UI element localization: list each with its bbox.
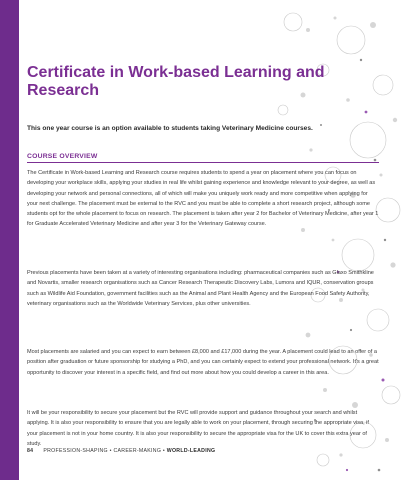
- body-paragraph: The Certificate in Work-based Learning and Research course requires students to spend a year on placement where you can focus on developing your workplace skills, applying your studies in real life whilst gaining experience and knowledge relevant to your degree, as well as developing your network and personal connections, all of which will make you uniquely work ready and more competitive when applying for your next challenge. The placement must be external to the RVC and you must be able to complete a short research project, although some students opt for the whole placement to focus on research. The placement is taken after year 2 for Bachelor of Veterinary Medicine, after year 1 for Graduate Accelerated Veterinary Medicine and after year 3 for the Veterinary Gateway course.: [27, 170, 379, 228]
- page-title: Certificate in Work-based Learning and Research: [27, 64, 325, 99]
- intro-text: This one year course is an option available to students taking Veterinary Medicine courses.: [27, 125, 313, 132]
- section-heading-course-overview: COURSE OVERVIEW: [27, 153, 379, 163]
- page-content: [27, 0, 379, 480]
- body-paragraph: Previous placements have been taken at a variety of interesting organisations including: pharmaceutical companies such as Glaxo Smithkline and Novartis, smaller research organisations such as Cancer Research Therapeutic Discovery Labs, Lumora and IQUR, conservation groups such as Wildlife Aid Foundation, government facilities such as the Animal and Plant Health Agency and the European Food Safety Authority, veterinary organisations such as the Worldwide Veterinary Services, plus other universities.: [27, 270, 374, 307]
- left-accent-bar: [0, 0, 19, 480]
- page-footer: [27, 448, 357, 454]
- footer-tagline: PROFESSION-SHAPING • CAREER-MAKING •: [43, 448, 167, 454]
- body-paragraph: Most placements are salaried and you can expect to earn between £8,000 and £17,000 during the year. A placement could lead to an offer of a position after graduation or future sponsorship for studying a PhD, and you can certainly expect to extend your professional network. It's a great opportunity to discover your interest in a specific field, and find out more about how you could develop a career in this area.: [27, 349, 379, 376]
- page-number: 84: [27, 448, 34, 454]
- footer-tagline-highlight: WORLD-LEADING: [166, 448, 216, 454]
- body-paragraph: It will be your responsibility to secure your placement but the RVC will provide support and guidance throughout your search and whilst applying. It is also your responsibility to ensure that you are legally able to work on your placement, through securing the appropriate visa, if your placement is not in your home country. It is also your responsibility to secure the appropriate visa for the UK to cover this extra year of study.: [27, 410, 369, 447]
